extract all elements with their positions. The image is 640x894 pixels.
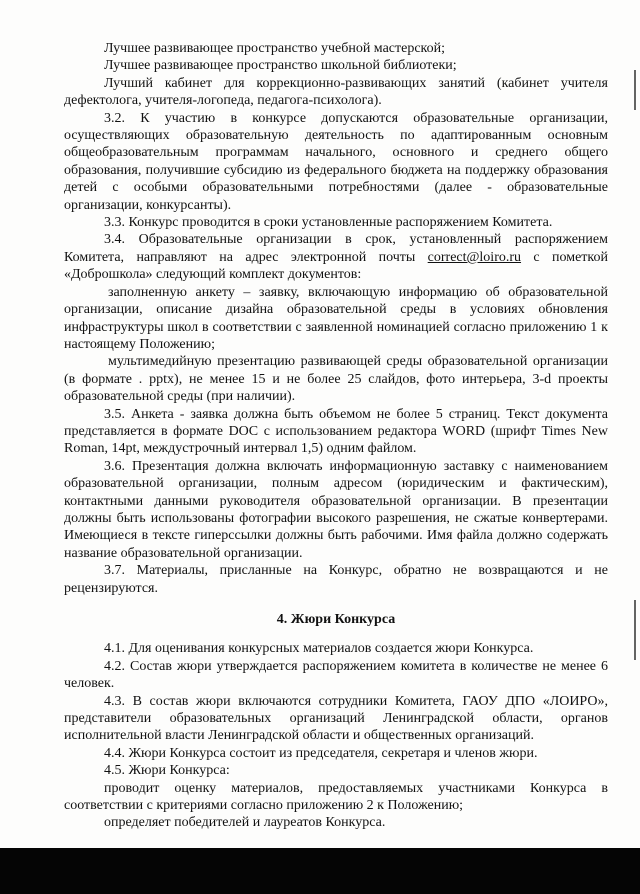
paragraph-4-1: 4.1. Для оценивания конкурсных материалов создается жюри Конкурса. [104,641,534,657]
scan-edge-mark [634,600,636,660]
intro-line-3: Лучший кабинет для коррекционно-развивающих занятий (кабинет учителя дефектолога, учителя-логопеда, педагога-психолога). [64,75,608,109]
scan-bottom-band [0,848,640,894]
document-body [64,40,608,832]
paragraph-4-3: 4.3. В состав жюри включаются сотрудники Комитета, ГАОУ ДПО «ЛОИРО», представители образовательных организаций Ленинградской области, органов исполнительной власти Ленинградской области и общественных организаций. [64,693,608,744]
paragraph-3-6: 3.6. Презентация должна включать информационную заставку с наименованием образовательной организации, полным адресом (юридическим и фактическим), контактными данными руководителя образовательной организации. В презентации должны быть использованы фотографии высокого разрешения, не сжатые конвертерами. Имеющиеся в тексте гиперссылки должны быть рабочими. Имя файла должно содержать название образовательной организации. [64,458,608,561]
scan-edge-mark [634,70,636,110]
paragraph-3-4-item-2: мультимедийную презентацию развивающей среды образовательной организации (в формате . pptx), не менее 15 и не более 25 слайдов, фото интерьера, 3-d проекты образовательной среды (при наличии). [64,354,608,405]
paragraph-3-5: 3.5. Анкета - заявка должна быть объемом не более 5 страниц. Текст документа представляется в формате DOC с использованием редактора WORD (шрифт Times New Roman, 14pt, междустрочный интервал 1,5) одним файлом. [64,406,608,457]
section-4-title: 4. Жюри Конкурса [276,612,396,627]
paragraph-4-4: 4.4. Жюри Конкурса состоит из председателя, секретаря и членов жюри. [104,745,538,761]
paragraph-4-5-item-1: проводит оценку материалов, предоставляемых участниками Конкурса в соответствии с критериями согласно приложению 2 к Положению; [64,780,608,814]
paragraph-3-3: 3.3. Конкурс проводится в сроки установленные распоряжением Комитета. [104,215,553,231]
paragraph-3-4-tail: с пометкой «Доброшкола» следующий комплект документов: [64,249,609,283]
paragraph-3-7: 3.7. Материалы, присланные на Конкурс, обратно не возвращаются и не рецензируются. [64,563,608,596]
paragraph-4-5-item-2: определяет победителей и лауреатов Конкурса. [104,815,386,831]
paragraph-3-4-item-1: заполненную анкету – заявку, включающую информацию об образовательной организации, описание дизайна образовательной среды в условиях обновления инфраструктуры школ в соответствии с заявленной номинацией согласно приложению 1 к настоящему Положению; [64,284,608,352]
paragraph-3-2: 3.2. К участию в конкурсе допускаются образовательные организации, осуществляющих образовательную деятельность по адаптированным основным общеобразовательным программам начального, основного и среднего общего образования, получившие субсидию из федерального бюджета на поддержку образования детей с особыми образовательными потребностями (далее - образовательные организации, конкурсанты). [64,110,608,213]
intro-line-1: Лучшее развивающее пространство учебной мастерской; [104,41,446,56]
paragraph-3-4-lead: 3.4. Образовательные организации в срок, установленный распоряжением Комитета, направляют на адрес электронной почты [64,232,608,265]
paragraph-3-4 [64,231,608,283]
email-link[interactable]: correct@loiro.ru [427,249,522,265]
paragraph-4-5: 4.5. Жюри Конкурса: [104,763,230,779]
paragraph-4-2: 4.2. Состав жюри утверждается распоряжением комитета в количестве не менее 6 человек. [64,658,608,692]
intro-line-2: Лучшее развивающее пространство школьной библиотеки; [104,58,457,74]
